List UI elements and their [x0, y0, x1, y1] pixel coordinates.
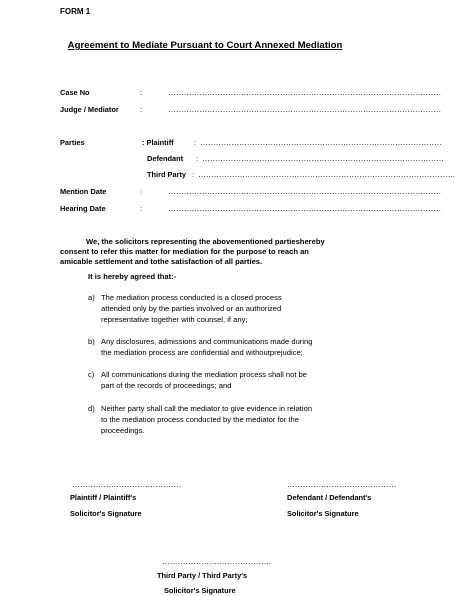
item-b-line-1: Any disclosures, admissions and communications made during	[101, 337, 313, 346]
third-party-label: Third Party	[147, 170, 187, 179]
item-c-line-1: All communications during the mediation process shall not be	[101, 370, 307, 379]
item-a-text	[101, 292, 282, 325]
plaintiff-signature-line[interactable]: ……………………………………	[72, 480, 182, 489]
judge-mediator-field[interactable]: ……………………………………………………………………………………………	[168, 105, 442, 114]
parties-label: Parties	[60, 138, 85, 147]
item-a-label: a)	[88, 293, 95, 302]
mention-date-field[interactable]: ……………………………………………………………………………………………	[168, 187, 442, 196]
defendant-signature-role: Solicitor's Signature	[287, 509, 359, 518]
intro-line-3: amicable settlement and tothe satisfaction of all parties.	[60, 257, 263, 266]
item-d-text	[101, 403, 312, 436]
mention-date-colon: :	[140, 187, 143, 196]
item-d-line-3: proceedings.	[101, 426, 145, 435]
item-a-line-2: attended only by the parties involved or an authorized	[101, 304, 282, 313]
item-d-line-1: Neither party shall call the mediator to give evidence in relation	[101, 404, 313, 413]
item-c-text	[101, 369, 307, 391]
defendant-signature-name: Defendant / Defendant's	[287, 493, 372, 502]
item-c-line-2: part of the records of proceedings; and	[101, 381, 232, 390]
item-c-label: c)	[88, 370, 95, 379]
item-b-text	[101, 336, 312, 358]
third-party-colon: :	[192, 170, 195, 179]
plaintiff-colon: :	[194, 138, 197, 147]
item-b-label: b)	[88, 337, 95, 346]
agreed-heading: It is hereby agreed that:-	[88, 272, 177, 281]
plaintiff-label: : Plaintiff	[142, 138, 174, 147]
plaintiff-signature-role: Solicitor's Signature	[70, 509, 142, 518]
defendant-field[interactable]: …………………………………………………………………………………	[202, 154, 444, 163]
item-d-label: d)	[88, 404, 95, 413]
hearing-date-colon: :	[140, 204, 143, 213]
case-no-field[interactable]: ……………………………………………………………………………………………	[168, 88, 442, 97]
defendant-colon: :	[196, 154, 199, 163]
case-no-colon: :	[140, 88, 143, 97]
case-no-label: Case No	[60, 88, 90, 97]
intro-line-2: consent to refer this matter for mediation for the purpose to reach an	[60, 247, 309, 256]
defendant-label: Defendant	[147, 154, 184, 163]
hearing-date-label: Hearing Date	[60, 204, 106, 213]
mention-date-label: Mention Date	[60, 187, 107, 196]
plaintiff-signature-name: Plaintiff / Plaintiff's	[70, 493, 137, 502]
form-label: FORM 1	[60, 7, 91, 16]
document-title: Agreement to Mediate Pursuant to Court Annexed Mediation	[67, 40, 343, 51]
defendant-signature-line[interactable]: ……………………………………	[287, 480, 397, 489]
hearing-date-field[interactable]: ……………………………………………………………………………………………	[168, 204, 442, 213]
judge-mediator-label: Judge / Mediator	[60, 105, 119, 114]
third-party-signature-role: Solicitor's Signature	[164, 586, 236, 595]
item-a-line-3: representative together with counsel, if any;	[101, 315, 248, 324]
item-a-line-1: The mediation process conducted is a closed process	[101, 293, 282, 302]
plaintiff-field[interactable]: …………………………………………………………………………………	[200, 138, 442, 147]
judge-mediator-colon: :	[140, 105, 143, 114]
third-party-signature-name: Third Party / Third Party's	[157, 571, 248, 580]
intro-line-1: We, the solicitors representing the abovementioned partieshereby	[86, 237, 325, 246]
item-b-line-2: the mediation process are confidential and withoutprejudice;	[101, 348, 303, 357]
third-party-signature-line[interactable]: ……………………………………	[162, 557, 272, 566]
third-party-field[interactable]: ………………………………………………………………………………………	[198, 170, 455, 179]
item-d-line-2: to the mediation process conducted by the mediator for the	[101, 415, 299, 424]
